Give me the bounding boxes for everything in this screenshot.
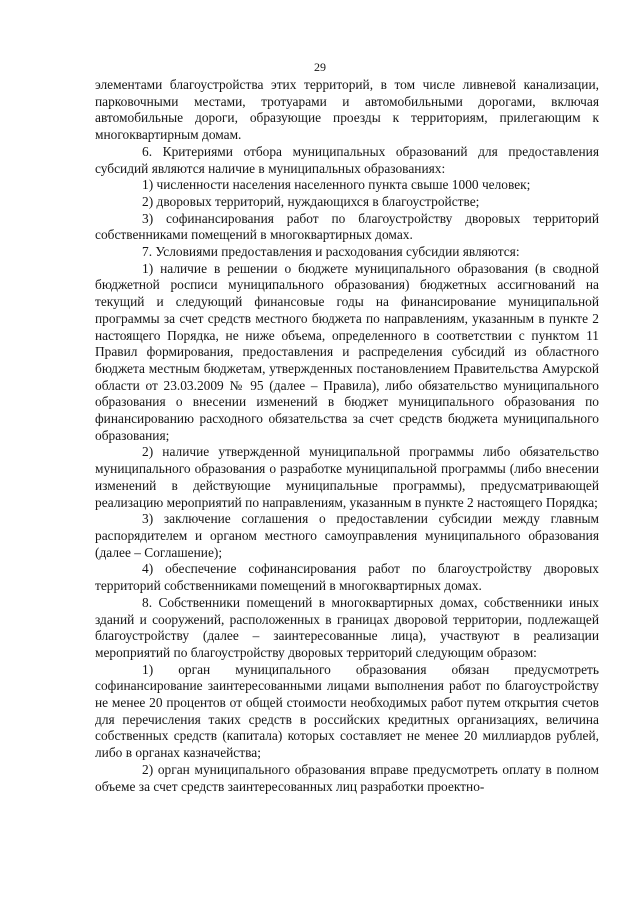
paragraph-7: 1) наличие в решении о бюджете муниципального образования (в сводной бюджетной росписи муниципального образования) бюджетных ассигнований на текущий и следующий финансовые годы на финансирование муниципальной программы за счет средств местного бюджета по направлениям, указанным в пункте 2 настоящего Порядка, не ниже объема, определенного в соответствии с пунктом 11 Правил формирования, предоставления и распределения субсидий из областного бюджета местным бюджетам, утвержденных постановлением Правительства Амурской области от 23.03.2009 № 95 (далее – Правила), либо обязательство муниципального образования о внесении изменений в бюджет муниципального образования по финансированию расходного обязательства за счет средств бюджета муниципального образования; [95,260,599,443]
document-body [95,77,599,795]
page-number: 29 [314,60,326,74]
paragraph-5: 3) софинансирования работ по благоустройству дворовых территорий собственниками помещений в многоквартирных домах. [95,210,599,243]
paragraph-13: 2) орган муниципального образования вправе предусмотреть оплату в полном объеме за счет средств заинтересованных лиц разработки проектно- [95,761,599,794]
paragraph-12: 1) орган муниципального образования обязан предусмотреть софинансирование заинтересованными лицами выполнения работ по благоустройству не менее 20 процентов от общей стоимости необходимых работ путем открытия счетов для перечисления таких средств в российских кредитных организациях, величина собственных средств (капитала) которых составляет не менее 20 миллиардов рублей, либо в органах казначейства; [95,661,599,761]
paragraph-9: 3) заключение соглашения о предоставлении субсидии между главным распорядителем и органом местного самоуправления муниципального образования (далее – Соглашение); [95,511,599,560]
paragraph-4: 2) дворовых территорий, нуждающихся в благоустройстве; [142,193,480,209]
paragraph-10: 4) обеспечение софинансирования работ по благоустройству дворовых территорий собственниками помещений в многоквартирных домах. [95,561,599,594]
paragraph-8: 2) наличие утвержденной муниципальной программы либо обязательство муниципального образования о разработке муниципальной программы (либо внесении изменений в действующие муниципальные программы), предусматривающей реализацию мероприятий по направлениям, указанным в пункте 2 настоящего Порядка; [95,444,599,510]
paragraph-3: 1) численности населения населенного пункта свыше 1000 человек; [142,177,531,193]
paragraph-1: элементами благоустройства этих территорий, в том числе ливневой канализации, парковочными местами, тротуарами и автомобильными дорогами, включая автомобильные дороги, образующие проезды к территориям, прилегающим к многоквартирным домам. [95,77,599,143]
paragraph-6: 7. Условиями предоставления и расходования субсидии являются: [142,244,520,260]
paragraph-11: 8. Собственники помещений в многоквартирных домах, собственники иных зданий и сооружений, расположенных в границах дворовой территории, подлежащей благоустройству (далее – заинтересованные лица), участвуют в реализации мероприятий по благоустройству дворовых территорий следующим образом: [95,594,599,660]
paragraph-2: 6. Критериями отбора муниципальных образований для предоставления субсидий являются наличие в муниципальных образованиях: [95,143,599,176]
